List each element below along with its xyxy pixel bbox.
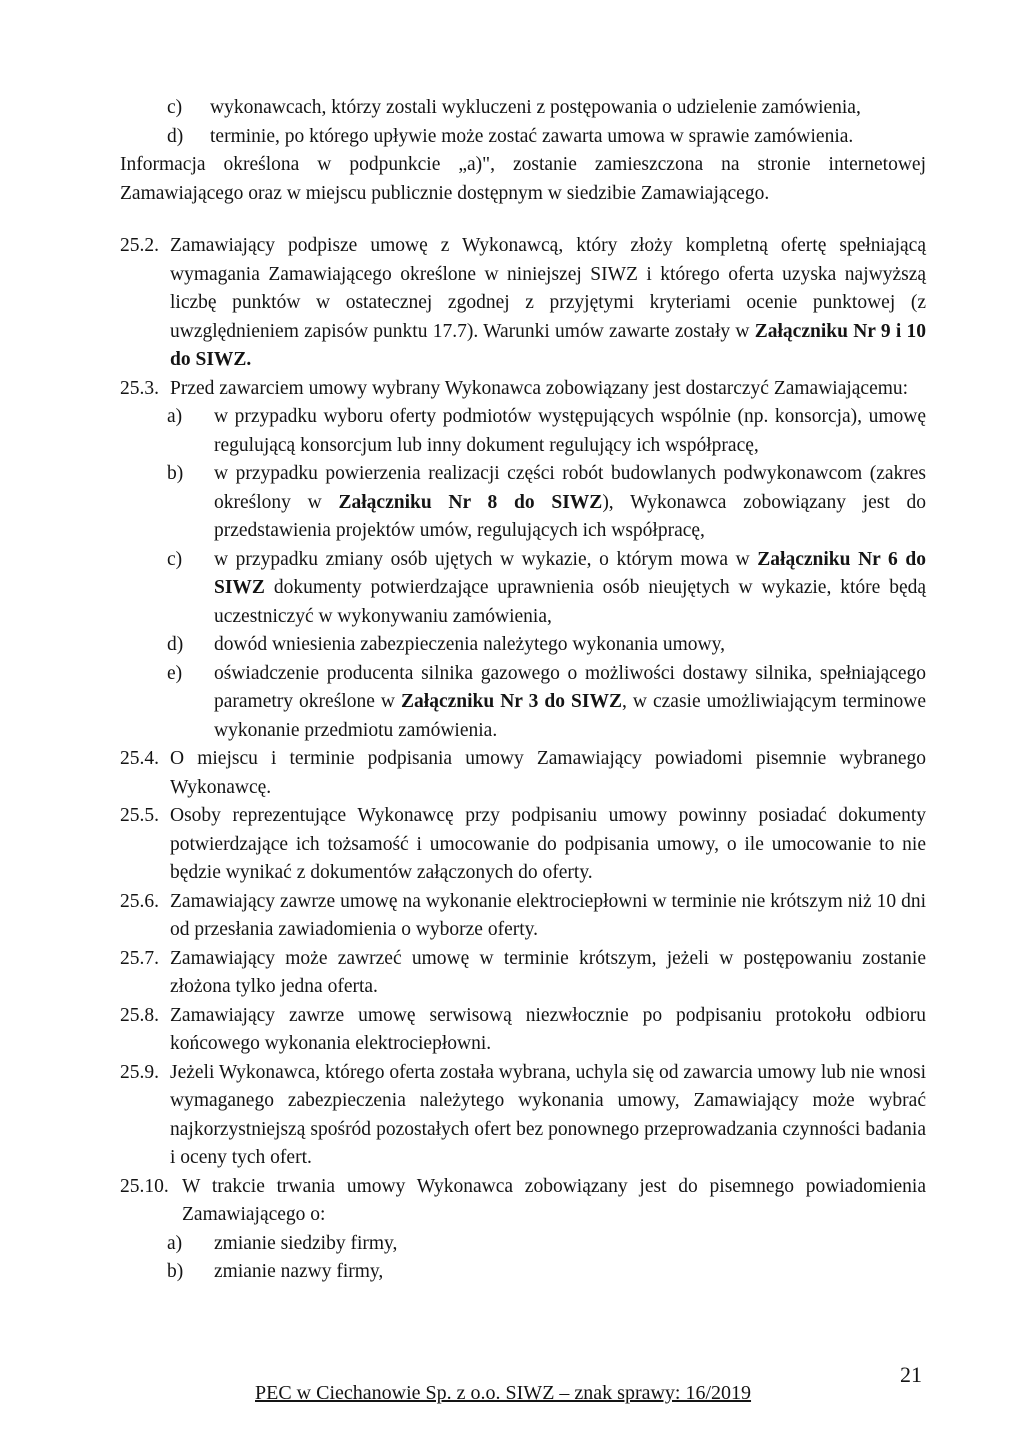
item-text: wykonawcach, którzy zostali wykluczeni z postępowania o udzielenie zamówienia, [210,97,861,118]
section-number: 25.3. [120,377,159,399]
list-item: a) zmianie siedziby firmy, [167,1232,398,1254]
section-25-3 [120,375,926,404]
section-25-5: 25.5. Osoby reprezentujące Wykonawcę przy podpisaniu umowy powinny posiadać dokumenty potwierdzające ich tożsamość i umocowanie do podpisania umowy, o ile umocowanie to nie będzie wynikać z dokumentów załączonych do oferty. [120,805,926,883]
section-text: Przed zawarciem umowy wybrany Wykonawca zobowiązany jest dostarczyć Zamawiającemu: [170,377,909,399]
list-item [167,94,926,123]
section-25-9: 25.9. Jeżeli Wykonawca, którego oferta została wybrana, uchyla się od zawarcia umowy lub nie wnosi wymaganego zabezpieczenia należytego wykonania umowy, Zamawiający może wybrać najkorzystniejszą spośród pozostałych ofert bez ponownego przeprowadzania czynności badania i oceny tych ofert. [120,1061,926,1168]
document-body [120,94,926,1287]
section-number: 25.2. [120,235,159,256]
item-text: terminie, po którego upływie może zostać zawarta umowa w sprawie zamówienia. [210,125,854,147]
list-item: c) w przypadku zmiany osób ujętych w wykazie, o którym mowa w Załączniku Nr 6 do SIWZ dokumenty potwierdzające uprawnienia osób nieujętych w wykazie, które będą uczestniczyć w wykonywaniu zamówienia, [167,548,927,627]
paragraph: Informacja określona w podpunkcie „a)", zostanie zamieszczona na stronie internetowej Zamawiającego oraz w miejscu publicznie dostępnym w siedzibie Zamawiającego. [120,154,926,204]
page-footer: PEC w Ciechanowie Sp. z o.o. SIWZ – znak sprawy: 16/2019 [255,1382,752,1404]
section-25-10: 25.10. W trakcie trwania umowy Wykonawca zobowiązany jest do pisemnego powiadomienia Zamawiającego o: [120,1175,926,1225]
section-25-4: 25.4. O miejscu i terminie podpisania umowy Zamawiający powiadomi pisemnie wybranego Wykonawcę. [120,748,926,798]
list-item: e) oświadczenie producenta silnika gazowego o możliwości dostawy silnika, spełniającego parametry określone w Załączniku Nr 3 do SIWZ, w czasie umożliwiającym terminowe wykonanie przedmiotu zamówienia. [167,662,927,741]
list-item: d) dowód wniesienia zabezpieczenia należytego wykonania umowy, [167,634,725,655]
section-25-7: 25.7. Zamawiający może zawrzeć umowę w terminie krótszym, jeżeli w postępowaniu zostanie złożona tylko jedna oferta. [120,947,926,997]
list-item: b) zmianie nazwy firmy, [167,1261,384,1282]
section-text: Zamawiający podpisze umowę z Wykonawcą, który złoży kompletną ofertę spełniającą wymagania Zamawiającego określone w niniejszej SIWZ i którego oferta uzyska najwyższą liczbę punktów w ostatecznej zgodnej z przyjętymi kryteriami ocenie punktowej (z uwzględnieniem zapisów punktu 17.7). Warunki umów zawarte zostały w Załączniku Nr 9 i 10 do SIWZ. [170,235,927,370]
section-25-2 [120,232,926,375]
item-label: d) [167,125,184,147]
list-item: a) w przypadku wyboru oferty podmiotów występujących wspólnie (np. konsorcja), umowę regulującą konsorcjum lub inny dokument regulujący ich współpracę, [167,406,926,456]
item-label: c) [167,97,183,118]
list-item: b) w przypadku powierzenia realizacji części robót budowlanych podwykonawcom (zakres określony w Załączniku Nr 8 do SIWZ), Wykonawca zobowiązany jest do przedstawienia projektów umów, regulujących ich współpracę, [167,463,927,541]
section-25-6: 25.6. Zamawiający zawrze umowę na wykonanie elektrociepłowni w terminie nie krótszym niż 10 dni od przesłania zawiadomienia o wyborze oferty. [120,890,926,940]
list-item [167,123,926,152]
section-25-8: 25.8. Zamawiający zawrze umowę serwisową niezwłocznie po podpisaniu protokołu odbioru końcowego wykonania elektrociepłowni. [120,1004,926,1054]
page-number: 21 [900,1362,922,1387]
